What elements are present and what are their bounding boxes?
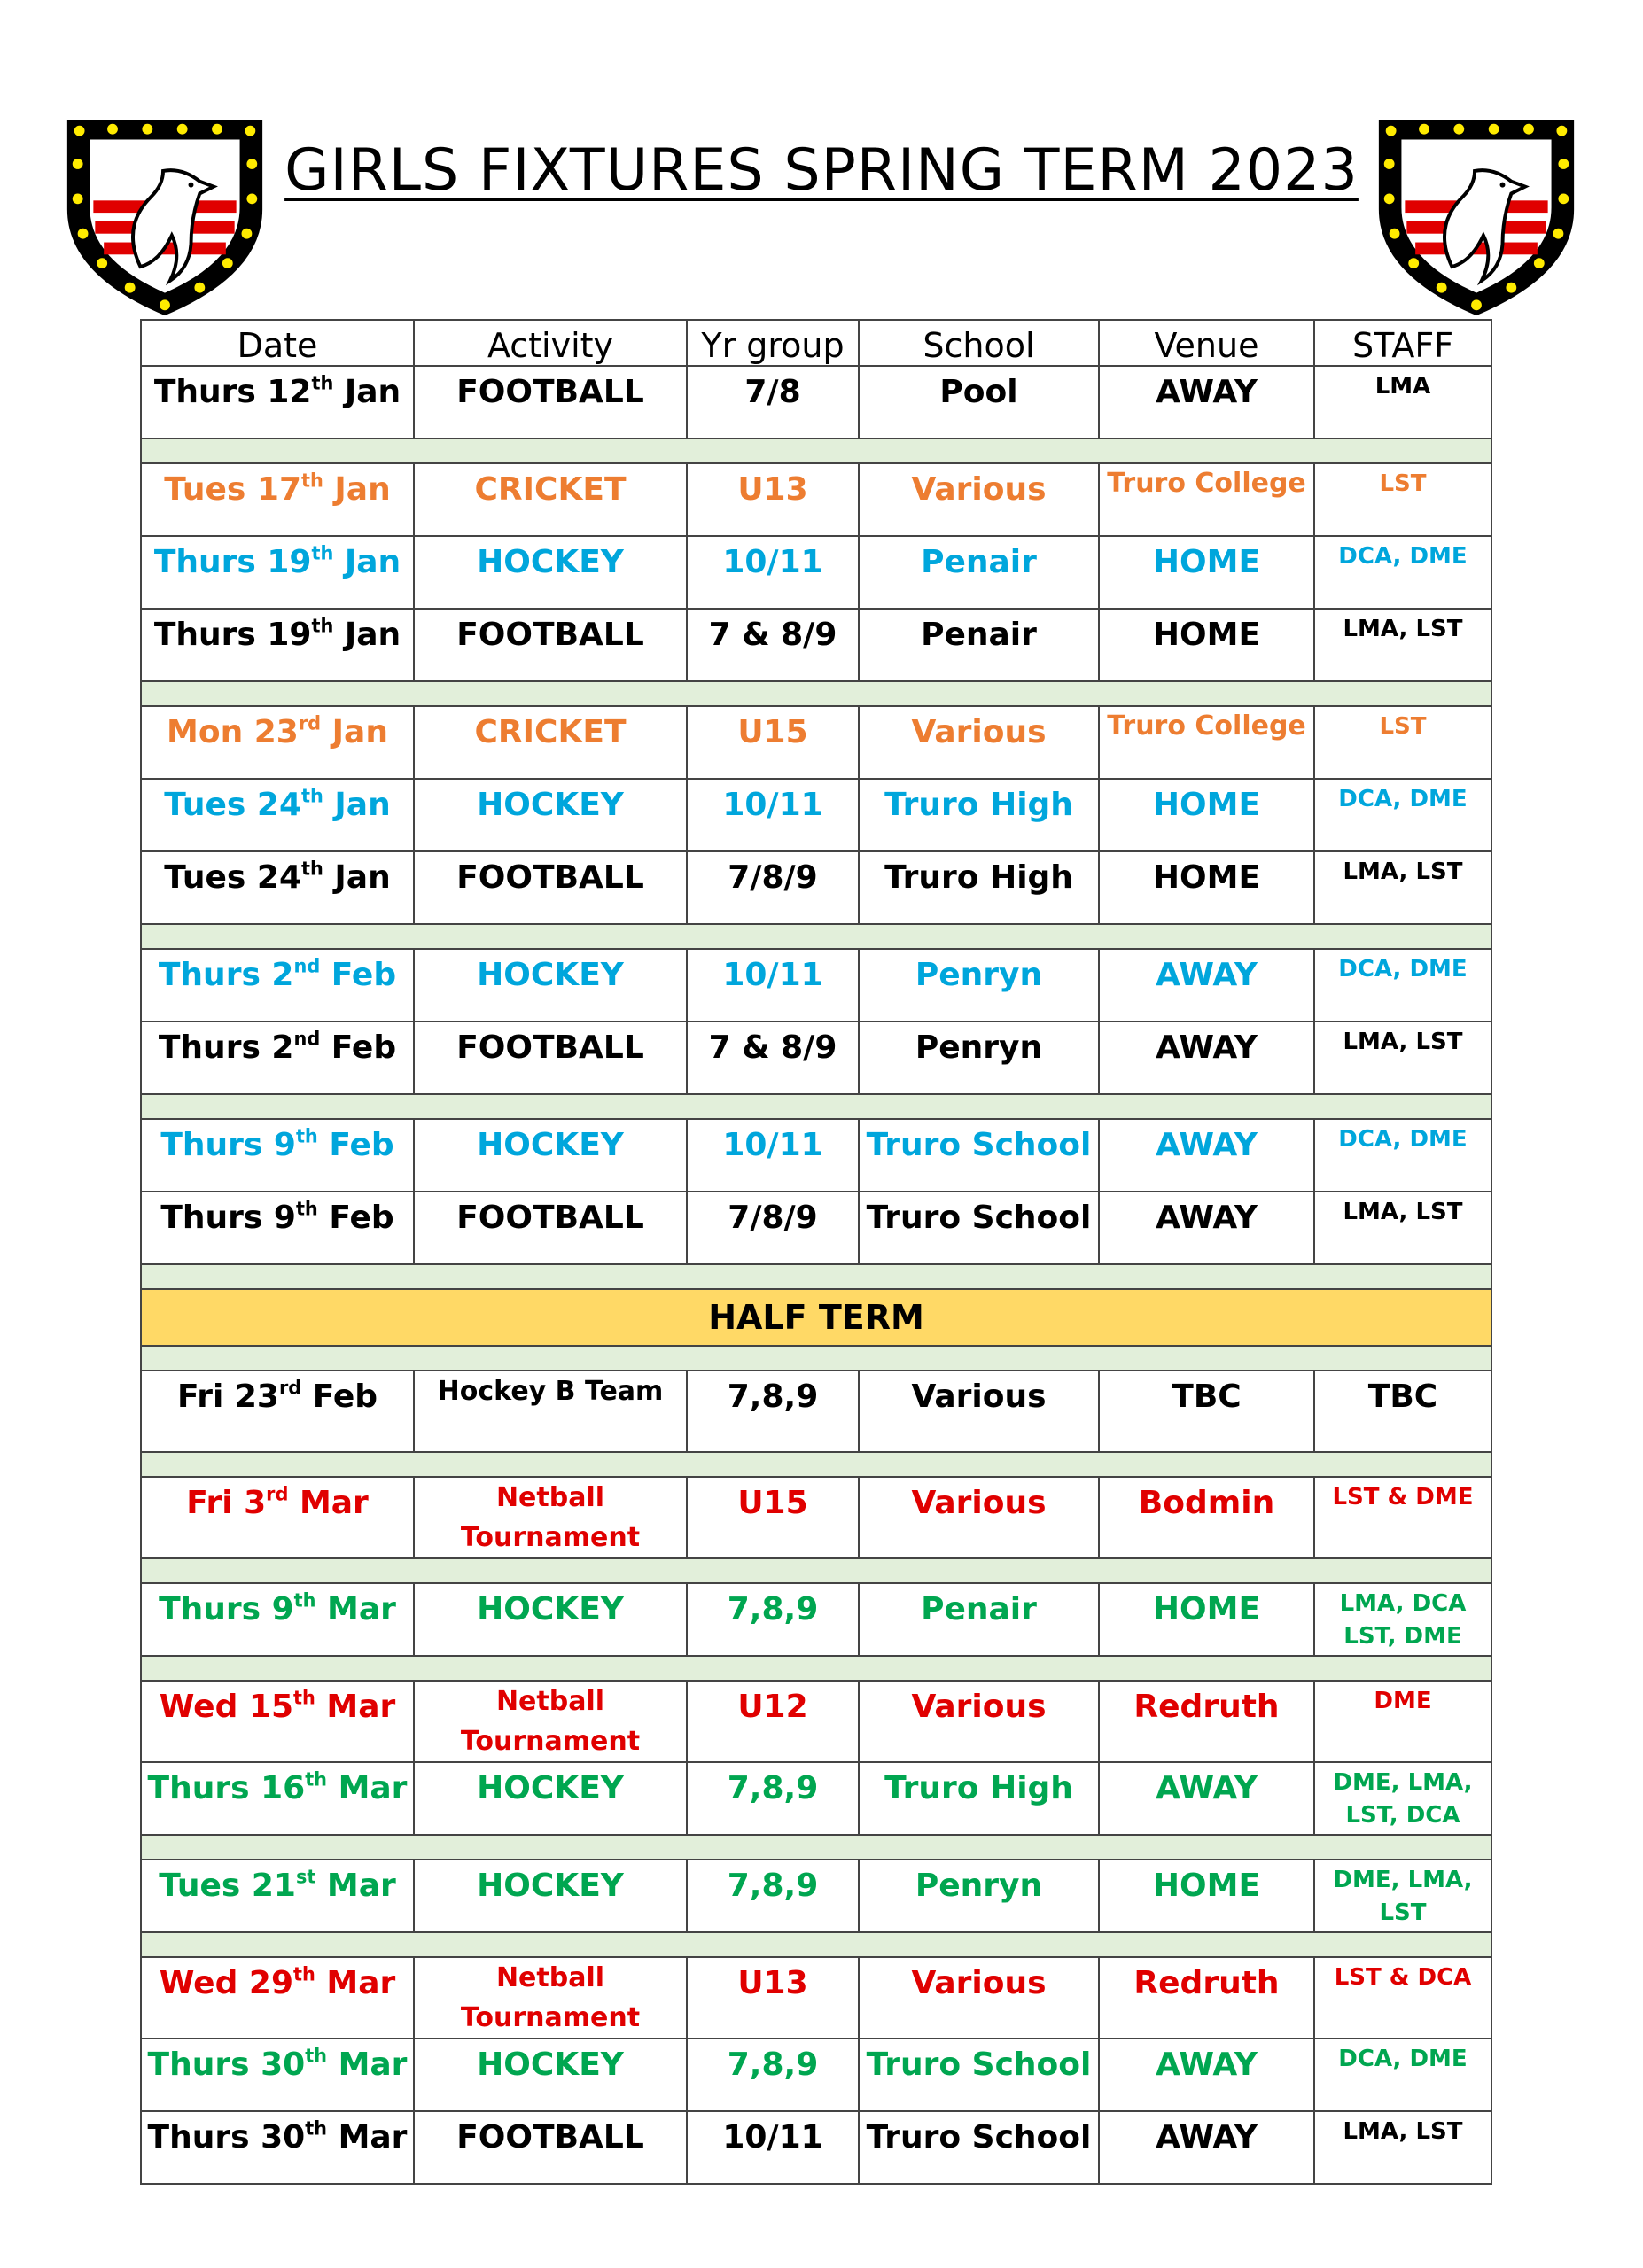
spacer-row xyxy=(141,1932,1491,1957)
date-month: Feb xyxy=(317,1127,394,1163)
fixture-activity: HOCKEY xyxy=(414,1583,687,1656)
fixture-row xyxy=(141,536,1491,609)
date-ordinal: nd xyxy=(293,1028,321,1050)
fixture-staff: LST & DCA xyxy=(1314,1957,1491,2039)
fixture-year-group: 10/11 xyxy=(687,1119,859,1192)
fixture-date xyxy=(141,1681,414,1762)
fixture-school: Various xyxy=(859,1957,1099,2039)
fixture-year-group: 10/11 xyxy=(687,536,859,609)
fixture-date xyxy=(141,1477,414,1558)
fixture-date xyxy=(141,949,414,1021)
fixture-school: Penair xyxy=(859,536,1099,609)
fixture-date xyxy=(141,609,414,681)
fixture-school: Truro School xyxy=(859,2039,1099,2111)
fixture-date xyxy=(141,1192,414,1264)
date-month: Mar xyxy=(288,1485,369,1521)
date-day: Thurs 2 xyxy=(158,1029,294,1066)
fixture-staff: DCA, DME xyxy=(1314,536,1491,609)
date-month: Mar xyxy=(315,1591,396,1627)
fixture-year-group: 7 & 8/9 xyxy=(687,1021,859,1094)
date-ordinal: th xyxy=(305,2117,328,2140)
spacer-row xyxy=(141,1094,1491,1119)
fixture-school: Penair xyxy=(859,1583,1099,1656)
fixture-row xyxy=(141,851,1491,924)
fixture-staff: LMA xyxy=(1314,366,1491,439)
fixture-activity: FOOTBALL xyxy=(414,609,687,681)
fixture-row xyxy=(141,463,1491,536)
page-title: GIRLS FIXTURES SPRING TERM 2023 xyxy=(284,137,1359,204)
fixture-staff: LST xyxy=(1314,706,1491,779)
fixture-activity: FOOTBALL xyxy=(414,2111,687,2184)
fixture-date xyxy=(141,1860,414,1932)
fixture-venue: Redruth xyxy=(1099,1957,1314,2039)
header-school: School xyxy=(859,320,1099,366)
fixture-activity: Netball Tournament xyxy=(414,1477,687,1558)
fixture-year-group: 7,8,9 xyxy=(687,1371,859,1452)
date-ordinal: th xyxy=(311,542,334,564)
fixture-school: Various xyxy=(859,706,1099,779)
date-ordinal: rd xyxy=(298,712,322,734)
date-day: Thurs 30 xyxy=(147,2119,306,2155)
date-day: Fri 3 xyxy=(186,1485,267,1521)
fixture-year-group: 7,8,9 xyxy=(687,1860,859,1932)
spacer-row xyxy=(141,1452,1491,1477)
fixture-year-group: 10/11 xyxy=(687,779,859,851)
date-day: Wed 29 xyxy=(159,1965,293,2001)
date-month: Jan xyxy=(333,617,401,653)
fixture-activity: HOCKEY xyxy=(414,2039,687,2111)
fixture-year-group: U13 xyxy=(687,1957,859,2039)
fixture-school: Truro School xyxy=(859,1119,1099,1192)
fixture-year-group: 7/8/9 xyxy=(687,851,859,924)
date-ordinal: th xyxy=(301,858,323,880)
fixture-row xyxy=(141,706,1491,779)
date-day: Tues 17 xyxy=(164,471,301,508)
date-month: Feb xyxy=(320,1029,397,1066)
fixture-activity: CRICKET xyxy=(414,706,687,779)
fixture-staff: LMA, LST xyxy=(1314,851,1491,924)
fixture-school: Various xyxy=(859,1681,1099,1762)
fixture-staff: DCA, DME xyxy=(1314,1119,1491,1192)
date-ordinal: nd xyxy=(293,955,321,977)
fixture-school: Pool xyxy=(859,366,1099,439)
date-day: Thurs 19 xyxy=(153,544,312,580)
fixture-date xyxy=(141,2111,414,2184)
fixture-date xyxy=(141,706,414,779)
fixture-venue: AWAY xyxy=(1099,366,1314,439)
fixture-row xyxy=(141,1681,1491,1762)
date-month: Jan xyxy=(333,544,401,580)
date-month: Feb xyxy=(301,1379,378,1415)
fixture-year-group: 10/11 xyxy=(687,949,859,1021)
fixture-school: Truro High xyxy=(859,779,1099,851)
fixture-staff: DME xyxy=(1314,1681,1491,1762)
spacer-cell xyxy=(141,1346,1491,1371)
date-day: Thurs 19 xyxy=(153,617,312,653)
spacer-cell xyxy=(141,1835,1491,1860)
spacer-cell xyxy=(141,1558,1491,1583)
date-month: Feb xyxy=(317,1200,394,1236)
header-year-group: Yr group xyxy=(687,320,859,366)
fixture-venue: TBC xyxy=(1099,1371,1314,1452)
fixture-activity: FOOTBALL xyxy=(414,1192,687,1264)
date-day: Mon 23 xyxy=(167,714,299,750)
spacer-row xyxy=(141,681,1491,706)
date-day: Thurs 16 xyxy=(147,1770,306,1806)
date-month: Mar xyxy=(315,1689,396,1725)
fixture-date xyxy=(141,1583,414,1656)
fixture-year-group: 7,8,9 xyxy=(687,1762,859,1835)
fixture-activity: HOCKEY xyxy=(414,779,687,851)
fixture-venue: AWAY xyxy=(1099,1021,1314,1094)
fixture-venue: AWAY xyxy=(1099,1119,1314,1192)
date-month: Jan xyxy=(323,471,391,508)
fixture-row xyxy=(141,1477,1491,1558)
spacer-cell xyxy=(141,1452,1491,1477)
spacer-row xyxy=(141,439,1491,463)
fixture-year-group: U12 xyxy=(687,1681,859,1762)
date-day: Thurs 2 xyxy=(158,957,294,993)
date-month: Jan xyxy=(323,787,391,823)
fixture-venue: HOME xyxy=(1099,1583,1314,1656)
date-ordinal: th xyxy=(305,2045,328,2067)
table-header-row xyxy=(141,320,1491,366)
fixtures-body xyxy=(141,366,1491,2184)
fixture-date xyxy=(141,1021,414,1094)
fixture-venue: Truro College xyxy=(1099,463,1314,536)
fixture-staff: DCA, DME xyxy=(1314,2039,1491,2111)
spacer-row xyxy=(141,1656,1491,1681)
fixture-date xyxy=(141,366,414,439)
fixture-year-group: 7/8 xyxy=(687,366,859,439)
fixture-activity: Netball Tournament xyxy=(414,1957,687,2039)
fixture-school: Truro School xyxy=(859,1192,1099,1264)
date-month: Mar xyxy=(315,1965,396,2001)
fixture-staff: LMA, LST xyxy=(1314,2111,1491,2184)
fixture-venue: AWAY xyxy=(1099,2039,1314,2111)
fixture-school: Various xyxy=(859,463,1099,536)
date-month: Mar xyxy=(327,2047,408,2083)
date-ordinal: st xyxy=(295,1866,316,1888)
fixture-activity: HOCKEY xyxy=(414,949,687,1021)
fixture-date xyxy=(141,463,414,536)
fixture-row xyxy=(141,1957,1491,2039)
fixture-date xyxy=(141,1371,414,1452)
fixture-year-group: 7,8,9 xyxy=(687,1583,859,1656)
fixture-venue: HOME xyxy=(1099,851,1314,924)
spacer-cell xyxy=(141,439,1491,463)
date-day: Thurs 30 xyxy=(147,2047,306,2083)
fixture-venue: HOME xyxy=(1099,536,1314,609)
date-day: Tues 21 xyxy=(159,1868,296,1904)
header-staff: STAFF xyxy=(1314,320,1491,366)
header-date: Date xyxy=(141,320,414,366)
fixture-venue: AWAY xyxy=(1099,949,1314,1021)
fixture-school: Penryn xyxy=(859,1021,1099,1094)
fixture-row xyxy=(141,1371,1491,1452)
fixture-staff: LST xyxy=(1314,463,1491,536)
date-month: Mar xyxy=(327,1770,408,1806)
date-month: Mar xyxy=(327,2119,408,2155)
date-month: Feb xyxy=(320,957,397,993)
fixture-school: Truro High xyxy=(859,851,1099,924)
fixture-staff: LMA, DCA LST, DME xyxy=(1314,1583,1491,1656)
date-ordinal: rd xyxy=(266,1483,289,1505)
fixture-activity: FOOTBALL xyxy=(414,1021,687,1094)
spacer-row xyxy=(141,924,1491,949)
fixture-venue: HOME xyxy=(1099,779,1314,851)
fixture-school: Penryn xyxy=(859,1860,1099,1932)
date-month: Jan xyxy=(321,714,388,750)
fixture-venue: Redruth xyxy=(1099,1681,1314,1762)
fixture-year-group: U15 xyxy=(687,1477,859,1558)
fixture-school: Penryn xyxy=(859,949,1099,1021)
fixture-staff: DME, LMA, LST, DCA xyxy=(1314,1762,1491,1835)
fixture-activity: HOCKEY xyxy=(414,1119,687,1192)
spacer-cell xyxy=(141,1264,1491,1289)
spacer-row xyxy=(141,1264,1491,1289)
fixture-venue: AWAY xyxy=(1099,2111,1314,2184)
date-ordinal: th xyxy=(311,372,334,394)
fixture-venue: HOME xyxy=(1099,1860,1314,1932)
fixture-staff: TBC xyxy=(1314,1371,1491,1452)
fixture-row xyxy=(141,1762,1491,1835)
fixture-year-group: 7,8,9 xyxy=(687,2039,859,2111)
fixture-school: Various xyxy=(859,1477,1099,1558)
fixture-staff: LMA, LST xyxy=(1314,609,1491,681)
fixture-row xyxy=(141,949,1491,1021)
fixture-year-group: 10/11 xyxy=(687,2111,859,2184)
spacer-row xyxy=(141,1835,1491,1860)
fixture-row xyxy=(141,1192,1491,1264)
fixture-year-group: U15 xyxy=(687,706,859,779)
fixture-activity: Netball Tournament xyxy=(414,1681,687,1762)
fixture-row xyxy=(141,1860,1491,1932)
half-term-row xyxy=(141,1289,1491,1346)
date-ordinal: th xyxy=(305,1768,328,1790)
fixture-staff: LMA, LST xyxy=(1314,1021,1491,1094)
fixture-school: Various xyxy=(859,1371,1099,1452)
spacer-row xyxy=(141,1558,1491,1583)
fixture-activity: HOCKEY xyxy=(414,1860,687,1932)
fixture-school: Penair xyxy=(859,609,1099,681)
fixture-year-group: U13 xyxy=(687,463,859,536)
fixture-venue: HOME xyxy=(1099,609,1314,681)
date-ordinal: th xyxy=(295,1125,318,1147)
fixture-activity: FOOTBALL xyxy=(414,366,687,439)
fixture-venue: AWAY xyxy=(1099,1762,1314,1835)
fixture-year-group: 7/8/9 xyxy=(687,1192,859,1264)
fixture-staff: LST & DME xyxy=(1314,1477,1491,1558)
fixture-row xyxy=(141,366,1491,439)
fixture-activity: HOCKEY xyxy=(414,1762,687,1835)
fixture-row xyxy=(141,779,1491,851)
date-ordinal: th xyxy=(311,615,334,637)
fixture-date xyxy=(141,851,414,924)
date-month: Mar xyxy=(315,1868,396,1904)
date-ordinal: th xyxy=(301,785,323,807)
fixture-activity: CRICKET xyxy=(414,463,687,536)
date-day: Tues 24 xyxy=(164,859,301,896)
date-day: Thurs 9 xyxy=(160,1127,296,1163)
header-activity: Activity xyxy=(414,320,687,366)
fixture-school: Truro School xyxy=(859,2111,1099,2184)
header-venue: Venue xyxy=(1099,320,1314,366)
date-day: Tues 24 xyxy=(164,787,301,823)
fixture-staff: LMA, LST xyxy=(1314,1192,1491,1264)
fixture-venue: Truro College xyxy=(1099,706,1314,779)
fixture-school: Truro High xyxy=(859,1762,1099,1835)
spacer-cell xyxy=(141,1094,1491,1119)
fixture-venue: AWAY xyxy=(1099,1192,1314,1264)
date-day: Thurs 9 xyxy=(160,1200,296,1236)
fixture-staff: DCA, DME xyxy=(1314,779,1491,851)
date-day: Fri 23 xyxy=(176,1379,279,1415)
spacer-cell xyxy=(141,1932,1491,1957)
date-month: Jan xyxy=(333,374,401,410)
date-ordinal: th xyxy=(293,1963,315,1985)
fixture-date xyxy=(141,1119,414,1192)
spacer-cell xyxy=(141,681,1491,706)
spacer-cell xyxy=(141,1656,1491,1681)
fixture-row xyxy=(141,2111,1491,2184)
fixture-row xyxy=(141,1021,1491,1094)
date-ordinal: rd xyxy=(278,1377,302,1399)
date-ordinal: th xyxy=(293,1589,316,1612)
fixture-year-group: 7 & 8/9 xyxy=(687,609,859,681)
spacer-cell xyxy=(141,924,1491,949)
date-day: Wed 15 xyxy=(159,1689,293,1725)
fixture-date xyxy=(141,1762,414,1835)
fixture-date xyxy=(141,2039,414,2111)
fixture-date xyxy=(141,536,414,609)
fixture-row xyxy=(141,1583,1491,1656)
fixture-row xyxy=(141,1119,1491,1192)
date-ordinal: th xyxy=(295,1198,318,1220)
fixture-activity: HOCKEY xyxy=(414,536,687,609)
date-day: Thurs 12 xyxy=(153,374,312,410)
date-month: Jan xyxy=(323,859,391,896)
fixture-activity: FOOTBALL xyxy=(414,851,687,924)
fixture-date xyxy=(141,779,414,851)
fixture-row xyxy=(141,2039,1491,2111)
fixtures-table xyxy=(140,319,1492,2185)
fixture-activity: Hockey B Team xyxy=(414,1371,687,1452)
fixture-venue: Bodmin xyxy=(1099,1477,1314,1558)
date-day: Thurs 9 xyxy=(159,1591,294,1627)
fixture-staff: DME, LMA, LST xyxy=(1314,1860,1491,1932)
half-term-label: HALF TERM xyxy=(141,1289,1491,1346)
date-ordinal: th xyxy=(293,1687,315,1709)
date-ordinal: th xyxy=(301,470,323,492)
fixture-staff: DCA, DME xyxy=(1314,949,1491,1021)
fixture-date xyxy=(141,1957,414,2039)
fixture-row xyxy=(141,609,1491,681)
spacer-row xyxy=(141,1346,1491,1371)
